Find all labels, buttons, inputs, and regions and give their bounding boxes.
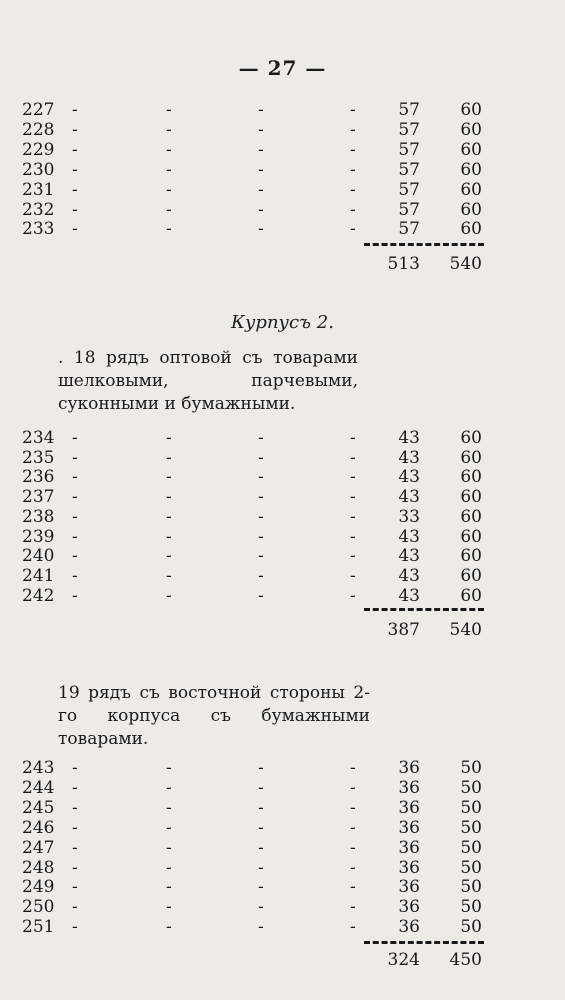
ditto-mark: - [166,777,172,798]
ditto-mark: - [350,487,356,508]
value-b: 50 [460,897,482,918]
ditto-mark: - [72,817,78,838]
table-row [0,100,565,120]
total-a: 324 [387,950,420,970]
total-a: 513 [387,254,420,274]
row-number: 245 [22,797,55,818]
value-a: 43 [398,487,420,508]
row-number: 235 [22,447,55,468]
table-row [0,798,565,818]
ditto-mark: - [258,199,264,220]
ditto-mark: - [72,546,78,567]
ditto-mark: - [166,837,172,858]
value-b: 60 [460,565,482,586]
total-b: 450 [449,950,482,970]
ditto-mark: - [258,100,264,120]
row-number: 234 [22,428,55,448]
table-row [0,467,565,487]
value-b: 60 [460,100,482,120]
value-a: 33 [398,506,420,527]
value-b: 60 [460,487,482,508]
ditto-mark: - [258,219,264,240]
row-number: 238 [22,506,55,527]
table-row [0,140,565,160]
value-b: 60 [460,467,482,488]
ditto-mark: - [166,179,172,200]
row-number: 236 [22,467,55,488]
ditto-mark: - [72,219,78,240]
value-a: 43 [398,565,420,586]
ditto-mark: - [72,199,78,220]
ditto-mark: - [72,487,78,508]
ditto-mark: - [350,585,356,606]
value-b: 60 [460,179,482,200]
table-row [0,200,565,220]
value-a: 57 [398,139,420,160]
value-b: 50 [460,797,482,818]
ditto-mark: - [166,917,172,938]
ditto-mark: - [258,487,264,508]
row-number: 228 [22,119,55,140]
ditto-mark: - [350,219,356,240]
value-b: 50 [460,817,482,838]
ditto-mark: - [350,199,356,220]
value-b: 60 [460,526,482,547]
total-rule [364,243,484,246]
value-b: 60 [460,219,482,240]
page-number: — 27 — [238,56,327,80]
value-a: 36 [398,817,420,838]
ditto-mark: - [350,797,356,818]
table-row [0,487,565,507]
row-number: 227 [22,100,55,120]
value-b: 60 [460,506,482,527]
table-row [0,818,565,838]
ditto-mark: - [350,877,356,898]
ditto-mark: - [72,526,78,547]
table-row [0,838,565,858]
ditto-mark: - [72,837,78,858]
ditto-mark: - [166,877,172,898]
value-b: 50 [460,877,482,898]
section-heading: Курпусъ 2. [231,312,334,333]
table-row [0,448,565,468]
ditto-mark: - [258,777,264,798]
ditto-mark: - [350,546,356,567]
ditto-mark: - [350,897,356,918]
ditto-mark: - [350,837,356,858]
value-a: 57 [398,199,420,220]
value-a: 36 [398,777,420,798]
ditto-mark: - [258,797,264,818]
ditto-mark: - [350,758,356,778]
ditto-mark: - [166,526,172,547]
row-number: 240 [22,546,55,567]
row-number: 247 [22,837,55,858]
table-row [0,877,565,897]
paragraph-row-19: 19 рядъ съ восточной стороны 2-го корпуса съ бумажными товарами. [58,683,370,749]
row-number: 242 [22,585,55,606]
ditto-mark: - [166,219,172,240]
row-number: 230 [22,159,55,180]
value-b: 50 [460,837,482,858]
row-number: 237 [22,487,55,508]
ditto-mark: - [166,119,172,140]
ditto-mark: - [350,119,356,140]
section-1-total [0,254,565,276]
ditto-mark: - [258,857,264,878]
value-b: 60 [460,199,482,220]
ditto-mark: - [258,119,264,140]
ditto-mark: - [72,447,78,468]
ditto-mark: - [72,428,78,448]
ditto-mark: - [166,467,172,488]
value-b: 50 [460,857,482,878]
total-b: 540 [449,620,482,640]
table-row [0,428,565,448]
ditto-mark: - [72,758,78,778]
value-a: 36 [398,857,420,878]
table-row [0,527,565,547]
ditto-mark: - [72,857,78,878]
section-2-total [0,620,565,642]
ditto-mark: - [166,199,172,220]
value-b: 50 [460,758,482,778]
ditto-mark: - [72,467,78,488]
section-3-total [0,950,565,972]
ditto-mark: - [258,428,264,448]
ditto-mark: - [166,428,172,448]
value-a: 36 [398,877,420,898]
ditto-mark: - [350,447,356,468]
ditto-mark: - [258,897,264,918]
ditto-mark: - [350,428,356,448]
row-number: 251 [22,917,55,938]
ditto-mark: - [166,506,172,527]
value-b: 60 [460,447,482,468]
ditto-mark: - [72,585,78,606]
table-row [0,758,565,778]
value-a: 36 [398,837,420,858]
table-row [0,917,565,937]
table-row [0,778,565,798]
table-row [0,120,565,140]
total-rule [364,941,484,944]
value-a: 57 [398,100,420,120]
ditto-mark: - [350,506,356,527]
ditto-mark: - [258,546,264,567]
total-a: 387 [387,620,420,640]
row-number: 243 [22,758,55,778]
total-b: 540 [449,254,482,274]
ditto-mark: - [350,777,356,798]
value-a: 57 [398,179,420,200]
value-a: 43 [398,546,420,567]
ditto-mark: - [72,565,78,586]
row-number: 241 [22,565,55,586]
ditto-mark: - [72,917,78,938]
ditto-mark: - [166,565,172,586]
ditto-mark: - [72,506,78,527]
ditto-mark: - [258,139,264,160]
ditto-mark: - [258,467,264,488]
value-a: 36 [398,897,420,918]
ditto-mark: - [72,159,78,180]
value-a: 36 [398,758,420,778]
value-a: 43 [398,526,420,547]
row-number: 233 [22,219,55,240]
row-number: 246 [22,817,55,838]
ditto-mark: - [166,797,172,818]
value-b: 60 [460,159,482,180]
ditto-mark: - [72,139,78,160]
ditto-mark: - [258,447,264,468]
ditto-mark: - [258,877,264,898]
ditto-mark: - [258,758,264,778]
ditto-mark: - [350,917,356,938]
value-a: 57 [398,159,420,180]
ditto-mark: - [72,100,78,120]
value-b: 60 [460,119,482,140]
ditto-mark: - [166,546,172,567]
value-a: 43 [398,467,420,488]
ditto-mark: - [258,159,264,180]
ditto-mark: - [258,817,264,838]
ditto-mark: - [72,119,78,140]
ditto-mark: - [350,100,356,120]
row-number: 229 [22,139,55,160]
ditto-mark: - [350,159,356,180]
table-row [0,180,565,200]
value-a: 57 [398,219,420,240]
row-number: 248 [22,857,55,878]
value-b: 60 [460,139,482,160]
table-row [0,219,565,239]
ditto-mark: - [350,565,356,586]
row-number: 239 [22,526,55,547]
value-b: 60 [460,546,482,567]
value-a: 36 [398,797,420,818]
value-a: 43 [398,585,420,606]
ditto-mark: - [350,179,356,200]
ditto-mark: - [72,877,78,898]
ditto-mark: - [350,139,356,160]
value-b: 50 [460,777,482,798]
ditto-mark: - [166,817,172,838]
row-number: 244 [22,777,55,798]
value-a: 57 [398,119,420,140]
ditto-mark: - [258,837,264,858]
value-a: 43 [398,447,420,468]
row-number: 249 [22,877,55,898]
value-b: 50 [460,917,482,938]
ditto-mark: - [166,857,172,878]
ditto-mark: - [166,897,172,918]
ditto-mark: - [166,585,172,606]
ditto-mark: - [72,797,78,818]
table-row [0,160,565,180]
ditto-mark: - [258,526,264,547]
table-row [0,546,565,566]
table-row [0,507,565,527]
ditto-mark: - [166,447,172,468]
table-row [0,566,565,586]
paragraph-row-18: . 18 рядъ оптовой съ товарами шелковыми, парчевыми, суконными и бумажными. [58,348,358,414]
ditto-mark: - [166,100,172,120]
row-number: 231 [22,179,55,200]
table-row [0,858,565,878]
ditto-mark: - [72,777,78,798]
ditto-mark: - [350,817,356,838]
table-row [0,897,565,917]
value-b: 60 [460,428,482,448]
ditto-mark: - [166,159,172,180]
value-b: 60 [460,585,482,606]
ditto-mark: - [166,139,172,160]
ditto-mark: - [166,487,172,508]
table-row [0,586,565,606]
ditto-mark: - [350,526,356,547]
ditto-mark: - [258,506,264,527]
ditto-mark: - [258,565,264,586]
ditto-mark: - [258,585,264,606]
value-a: 36 [398,917,420,938]
ditto-mark: - [350,467,356,488]
ditto-mark: - [258,917,264,938]
ditto-mark: - [166,758,172,778]
row-number: 250 [22,897,55,918]
ditto-mark: - [72,897,78,918]
value-a: 43 [398,428,420,448]
ditto-mark: - [258,179,264,200]
row-number: 232 [22,199,55,220]
ditto-mark: - [350,857,356,878]
total-rule [364,608,484,611]
ditto-mark: - [72,179,78,200]
